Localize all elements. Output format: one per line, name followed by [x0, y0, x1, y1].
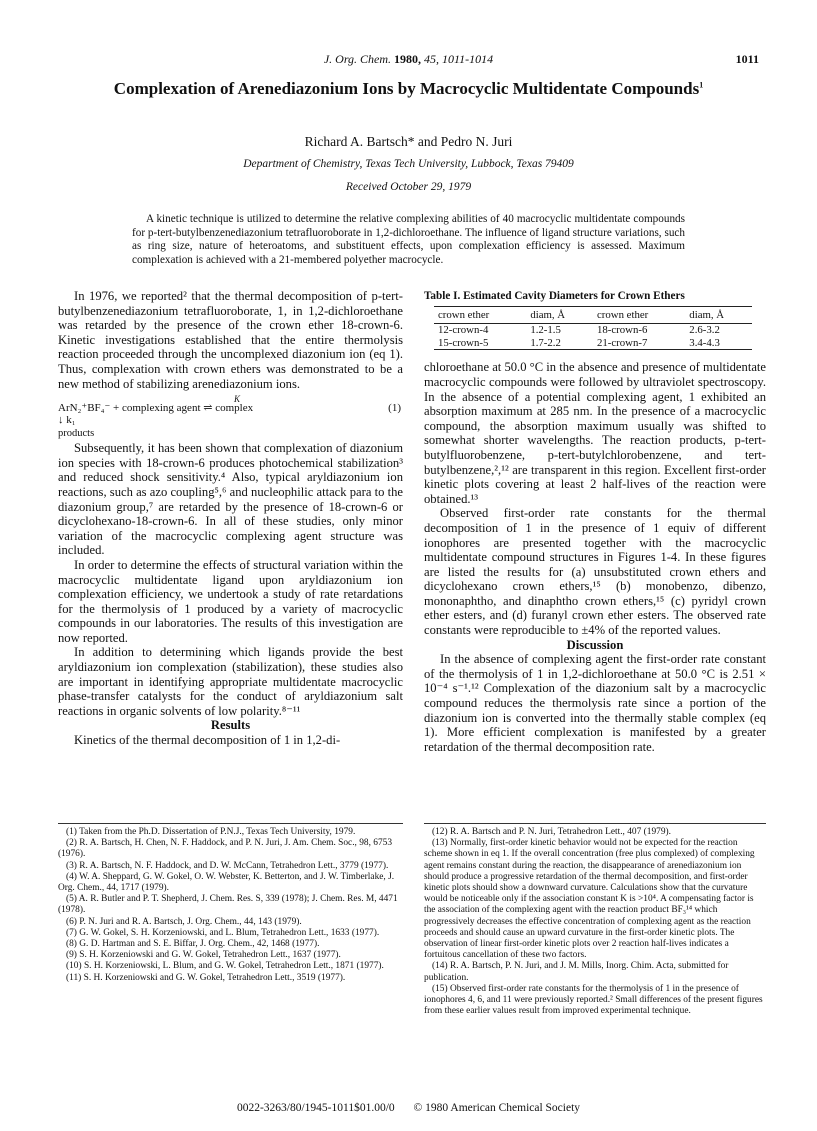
copyright: © 1980 American Chemical Society — [413, 1102, 581, 1114]
abstract: A kinetic technique is utilized to determine the relative complexing abilities of 40 macrocyclic multidentate compounds for p-tert-butylbenzenediazonium tetrafluoroborate in 1,2-dichloroethane. The influence of ligand structure variations, such as ring size, nature of heteroatoms, and substituent effects, upon complexation efficiency is assessed. Maximum complexation is achieved with a 21-membered polyether macrocycle. — [132, 213, 685, 266]
left-column — [58, 289, 403, 748]
table-cell: 3.4-4.3 — [685, 337, 752, 350]
equation-products: products — [58, 428, 95, 440]
equation-arrow: ↓ k₁ — [58, 414, 76, 427]
results-paragraph-2: Observed first-order rate constants for the thermal decomposition of 1 in the presence of 1 equiv of different ionophores are presented together with the macrocyclic multidentate compound structures in Figures 1-4. In these figures are listed the results for (a) unsubstituted crown ethers and dicyclohexano crown ethers,¹⁵ (b) monobenzo, dibenzo, mononaphtho, and dinaphtho crown ethers,¹⁵ (c) pyridyl crown ether esters, and (d) furanyl crown ether esters. The observed rate constants were reproducible to ±4% of the reported values. — [424, 506, 766, 638]
cavity-diameter-table — [434, 306, 752, 351]
intro-paragraph-3: In order to determine the effects of structural variation within the macrocyclic multidentate ligand upon aryldiazonium ion complexation efficiency, we undertook a study of rate retardations for the thermolysis of 1 produced by a variety of macrocyclic compounds in our laboratories. The results of this investigation are now reported. — [58, 557, 403, 645]
table-header-row — [434, 306, 752, 324]
intro-paragraph-4: In addition to determining which ligands provide the best aryldiazonium ion complexation (stabilization), these studies also are important in identifying appropriate multidentate macrocyclic phase-transfer catalysts for the conduct of aryldiazonium salt reactions in organic solvents of low polarity.⁸⁻¹¹ — [58, 645, 403, 718]
footnote: (12) R. A. Bartsch and P. N. Juri, Tetrahedron Lett., 407 (1979). — [432, 827, 671, 837]
results-paragraph-1-continued: chloroethane at 50.0 °C in the absence and presence of multidentate macrocyclic compounds were followed by ultraviolet spectroscopy. In the absence of a potential complexing agent, 1 exhibited an absorption maximum at 285 nm. In the presence of a macrocyclic compound, the absorption maximum usually was shifted to somewhat shorter wavelengths. The reaction products, p-tert-butylfluorobenzene, p-tert-butylchlorobenzene, and tert-butylbenzene,²,¹² are transparent in this region. Excellent first-order kinetic plots covering at least 2 half-lives of the reaction were obtained.¹³ — [424, 360, 766, 506]
equation-number: (1) — [388, 402, 401, 415]
footnote: (4) W. A. Sheppard, G. W. Gokel, O. W. Webster, K. Betterton, and J. W. Timberlake, J. Org. Chem., 44, 1717 (1979). — [58, 871, 395, 894]
table-header-cell: diam, Å — [526, 306, 593, 324]
table-cell: 1.2-1.5 — [530, 324, 561, 337]
table-cell: 1.7-2.2 — [526, 337, 593, 350]
article-title-text: Complexation of Arenediazonium Ions by Macrocyclic Multidentate Compounds — [113, 79, 700, 98]
table-header-cell: crown ether — [593, 306, 685, 324]
journal-pages: 1011-1014 — [442, 52, 494, 66]
table-header-cell: crown ether — [434, 306, 526, 324]
footnote: (11) S. H. Korzeniowski and G. W. Gokel, Tetrahedron Lett., 3519 (1977). — [66, 972, 346, 983]
table-row — [434, 324, 752, 337]
footnote: (7) G. W. Gokel, S. H. Korzeniowski, and L. Blum, Tetrahedron Lett., 1633 (1977). — [66, 927, 380, 938]
footnote: (9) S. H. Korzeniowski and G. W. Gokel, Tetrahedron Lett., 1637 (1977). — [66, 950, 341, 961]
title-footnote-ref: 1 — [699, 80, 704, 90]
intro-paragraph-2: Subsequently, it has been shown that complexation of diazonium ion species with 18-crown-6 produces photochemical stabilization³ and reduced shock sensitivity.⁴ Also, typical aryldiazonium ion reactions, such as azo coupling⁵,⁶ and nucleophilic attack para to the diazonium group,⁷ are retarded by the presence of 18-crown-6 or dicyclohexano-18-crown-6. In all of these studies, only minor variation of the macrocyclic complexing agent structure was included. — [58, 441, 403, 558]
footnote: (10) S. H. Korzeniowski, L. Blum, and G. W. Gokel, Tetrahedron Lett., 1871 (1977). — [66, 961, 384, 972]
page-number: 1011 — [735, 52, 759, 66]
footnote: (2) R. A. Bartsch, H. Chen, N. F. Haddock, and P. N. Juri, J. Am. Chem. Soc., 98, 6753 (1976). — [58, 838, 393, 860]
results-paragraph-1: Kinetics of the thermal decomposition of 1 in 1,2-di- — [74, 733, 341, 748]
discussion-heading: Discussion — [566, 637, 624, 652]
table-cell: 18-crown-6 — [596, 324, 648, 337]
footnote-divider-left — [58, 823, 403, 824]
page-footer — [0, 1102, 817, 1114]
right-column — [424, 289, 766, 754]
equation-1 — [58, 394, 403, 440]
table-header-cell: diam, Å — [685, 306, 752, 324]
equation-k-label: K — [234, 394, 241, 405]
footnote: (15) Observed first-order rate constants for the thermolysis of 1 in the presence of ionophores 4, 6, and 11 were previously reported.² Small differences of the present figures from these earlier values result from improved experimental technique. — [424, 983, 763, 1017]
journal-volume: 45, — [424, 52, 440, 66]
table-title: Table I. Estimated Cavity Diameters for Crown Ethers — [424, 290, 685, 302]
received-date: Received October 29, 1979 — [345, 181, 472, 193]
footnotes-left — [58, 827, 403, 984]
journal-year: 1980, — [394, 52, 422, 66]
table-cell: 12-crown-4 — [438, 324, 489, 337]
footnote: (13) Normally, first-order kinetic behavior would not be expected for the reaction scheme shown in eq 1. If the overall concentration (free plus complexed) of complexing agent remains constant during the reaction, the disappearance of arenediazonium ion should produce a progressive retardation of the thermal decomposition, and first-order kinetic plots should show a downward curvature. Calculations show that the curvature would be noticeable only if the association constant K is >10⁴. A compensating factor is the association of the complexing agent with the reaction product BF₃¹⁴ which progressively decreases the effective concentration of complexing agent as the reaction proceeds and should cause an upward curvature in the first-order kinetic plots. The observation of linear first-order kinetic plots over 2 reaction half-lives indicates a fortuitous cancellation of these two factors. — [424, 838, 755, 961]
table-cell: 15-crown-5 — [434, 337, 526, 350]
intro-paragraph-1: In 1976, we reported² that the thermal decomposition of p-tert-butylbenzenediazonium tetrafluoroborate, 1, in 1,2-dichloroethane was retarded by the presence of the crown ether 18-crown-6. Kinetic investigations established that the entire thermolysis reaction proceeded through the uncomplexed diazonium ion (eq 1). Thus, complexation with crown ethers was demonstrated to be a new method of stabilizing arenediazonium ions. — [58, 289, 403, 391]
footnote-divider-right — [424, 823, 766, 824]
running-header — [0, 52, 817, 67]
affiliation: Department of Chemistry, Texas Tech University, Lubbock, Texas 79409 — [243, 158, 574, 170]
equation-text: ArN₂⁺BF₄⁻ + complexing agent ⇌ complex — [58, 402, 254, 415]
footnote: (8) G. D. Hartman and S. E. Biffar, J. Org. Chem., 42, 1468 (1977). — [66, 939, 320, 950]
table-cell: 2.6-3.2 — [689, 324, 720, 337]
table-cell: 21-crown-7 — [593, 337, 685, 350]
article-code: 0022-3263/80/1945-1011$01.00/0 — [236, 1102, 395, 1114]
authors: Richard A. Bartsch* and Pedro N. Juri — [304, 134, 513, 149]
footnote: (3) R. A. Bartsch, N. F. Haddock, and D. W. McCann, Tetrahedron Lett., 3779 (1977). — [66, 860, 389, 871]
table-row — [434, 337, 752, 350]
article-title — [110, 78, 707, 100]
journal-name: J. Org. Chem. — [323, 52, 392, 66]
footnotes-right — [424, 827, 766, 1017]
results-heading: Results — [210, 718, 251, 733]
footnote: (5) A. R. Butler and P. T. Shepherd, J. Chem. Res. S, 339 (1978); J. Chem. Res. M, 4471 (1978). — [58, 894, 398, 916]
footnote: (1) Taken from the Ph.D. Dissertation of P.N.J., Texas Tech University, 1979. — [66, 827, 356, 837]
footnote: (14) R. A. Bartsch, P. N. Juri, and J. M. Mills, Inorg. Chim. Acta, submitted for publication. — [424, 961, 729, 983]
discussion-paragraph-1: In the absence of complexing agent the first-order rate constant of the thermolysis of 1 in 1,2-dichloroethane at 50.0 °C is 2.51 × 10⁻⁴ s⁻¹.¹² Complexation of the diazonium salt by a macrocyclic compound reduces the thermolysis rate since a portion of the diazonium ion is converted into the thermally stable complex (eq 1). More efficient complexation is manifested by a greater retardation of the thermal decomposition rate. — [424, 652, 766, 754]
footnote: (6) P. N. Juri and R. A. Bartsch, J. Org. Chem., 44, 143 (1979). — [66, 916, 302, 927]
